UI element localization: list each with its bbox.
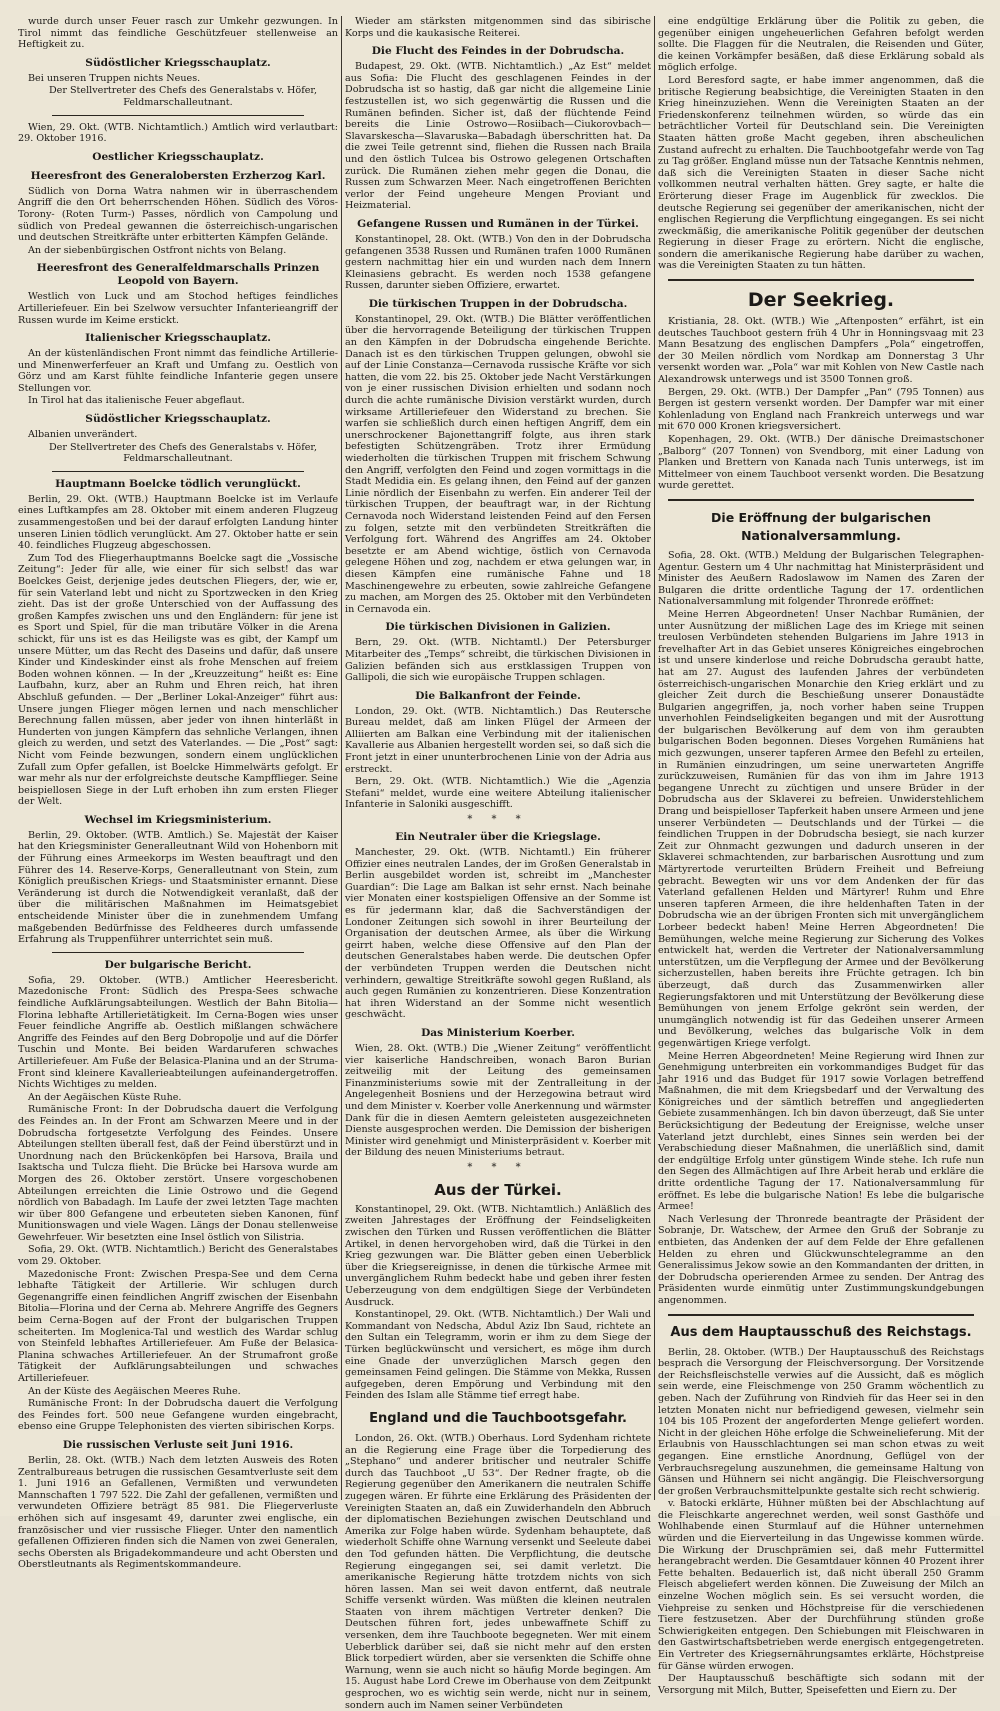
- article-text: Konstantinopel, 28. Okt. (WTB.) Von den in der Dobrudscha gefangenen 3538 Russen und Rumänen trafen 1000 Rumänen gestern nachmittag hier ein und wurden nach dem Innern Kleinasiens gebracht. Es werden noch 1538 gefangene Russen, darunter sieben Offiziere, erwartet.: [345, 233, 651, 292]
- article-headline: Die russischen Verluste seit Juni 1916.: [62, 1438, 294, 1451]
- article-text: Rumänische Front: In der Dobrudscha dauert die Verfolgung des Feindes fort. 500 neue Gefangene wurden eingebracht, ebenso eine Gruppe Telephonisten des vierten sibirischen Korps.: [18, 1398, 338, 1433]
- article-text: Meine Herren Abgeordneten! Unser Nachbar Rumänien, der unter Ausnützung der mißlichen Lage des im Kriege mit seinen treulosen Verbündeten stehenden Bulgariens im Jahre 1913 in frevelhafter Art in das Gebiet unseres Königreiches eingebrochen ist und unsere kinderlose und reiche Dobrudscha geraubt hatte, hat am 27. August des laufenden Jahres der verbündeten österreichisch-ungarischen Monarchie den Krieg erklärt und zu gleicher Zeit durch die Beschießung unserer Donaustädte Bulgarien angegriffen, ja, noch vorher haben seine Truppen unverhohlen Feindseligkeiten begangen und mit der Ausrottung der bulgarischen Bevölkerung auf dem von ihm geraubten bulgarischen Boden begonnen. Dieses Vorgehen Rumäniens hat mich gezwungen, unserer tapferen Armee den Befehl zu erteilen, in Rumänien einzudringen, um seine unerwarteten Angriffe zurückzuweisen, Rumänien für das von ihm im Jahre 1913 begangene Unrecht zu züchtigen und unsere Brüder in der Dobrudscha aus der Sklaverei zu befreien. Unwiderstehlichem Drang und beispielloser Tapferkeit haben unsere Armeen und jene unserer Verbündeten — Deutschlands und der Türkei — die feindlichen Truppen in der Dobrudscha besiegt, sie nach kurzer Zeit zur Ohnmacht gezwungen und dadurch unseren in der Sklaverei schmachtenden, zur barbarischen Ausrottung und zum Märtyrertode verurteilten Brüdern Freiheit und Befreiung gebracht. Bewegten wir uns vor dem Andenken der für das Vaterland gefallenen Helden und Märtyrer! Ruhm und Ehre unseren tapferen Armeen, die ihre heldenhaften Taten in der Dobrudscha wie an der übrigen Fronten sich mit unvergänglichem Lorbeer bedeckt haben! Meine Herren Abgeordneten! Die Bemühungen, welche meine Regierung zur Sicherung des Volkes entwickelt hat, werden die Vertreter der Nationalversammlung unterstützen, um die Verpflegung der Armee und der Bevölkerung sicherzustellen, haben bereits ihre Früchte getragen. Ich bin überzeugt, daß durch das Zusammenwirken aller Regierungsfaktoren und mit Unterstützung der Bevölkerung diese Bemühungen von jenem Erfolge gekrönt sein werden, der unumgänglich notwendig ist für das Gedeihen unserer Armeen und Bevölkerung, welches das bulgarische Volk in dem gegenwärtigen Kriege verfolgt.: [658, 608, 984, 1049]
- section-title: Der Seekrieg.: [747, 289, 895, 312]
- article-text: Konstantinopel, 29. Okt. (WTB.) Die Blätter veröffentlichen über die hervorragende Beteiligung der türkischen Truppen an den Kämpfen in der Dobrudscha eingehende Berichte. Danach ist es den türkischen Truppen gelungen, obwohl sie auf der Linie Constanza—Cernavoda russische Kräfte vor sich hatten, die vom 22. bis 25. Oktober jede Nacht Verstärkungen von je einer russischen Division erhielten und sodann noch durch die achte rumänische Division verstärkt wurden, durch wirksame Artilleriefeuer den Widerstand zu brechen. Sie warfen sie schließlich durch einen heftigen Angriff, dem ein unerschrockener Bajonettangriff folgte, aus ihren stark befestigten Schützengräben. Trotz ihrer Ermüdung wiederholten die türkischen Truppen mit frischem Schwung den Angriff, verfolgten den Feind und zogen vormittags in die Stadt Medidia ein. Es gelang ihnen, den Feind auf der ganzen Linie nördlich der Eisenbahn zu werfen. Ein anderer Teil der türkischen Truppen, der beauftragt war, in der Richtung Cernavoda noch Widerstand leistenden Feind auf den Fersen zu folgen, setzte mit den verbündeten Streitkräften die Verfolgung fort. Während des Angriffes am 24. Oktober besetzte er am Abend wichtige, östlich von Cernavoda gelegene Höhen und zog, nachdem er etwa gelungen war, in diesen Kämpfen eine rumänische Fahne und 18 Maschinengewehre zu erbeuten, sowie zahlreiche Gefangene zu machen, am Morgen des 25. Oktober mit den Verbündeten in Cernavoda ein.: [345, 313, 651, 615]
- article-headline: Der bulgarische Bericht.: [104, 958, 252, 971]
- article-text: Rumänische Front: In der Dobrudscha dauert die Verfolgung des Feindes an. In der Front am Schwarzen Meere und in der Dobrudscha fortgesetzte Verfolgung des Feindes. Unsere Abteilungen stellten überall fest, daß der Feind überstürzt und in Unordnung nach den Brückenköpfen bei Harsova, Braila und Isaktscha und Tulcza flieht. Die Brücke bei Harsova wurde am Morgen des 26. Oktober zerstört. Unsere vorgeschobenen Abteilungen erreichten die Linie Ostrowo und die Gegend nördlich von Babadagh. Im Laufe der zwei letzten Tage machten wir über 800 Gefangene und erbeuteten sieben Kanonen, fünf Munitionswagen und viele Wagen. Längs der Donau stellenweise Gewehrfeuer. Wir besetzten eine Insel östlich von Silistria.: [18, 1104, 338, 1243]
- article-headline: Die türkischen Truppen in der Dobrudscha.: [368, 297, 628, 310]
- article-text: Konstantinopel, 29. Okt. (WTB. Nichtamtlich.) Anläßlich des zweiten Jahrestages der Eröffnung der Feindseligkeiten zwischen den Türken und Russen veröffentlichen die Blätter Artikel, in denen hervorgehoben wird, daß die Türkei in den Krieg gezwungen war. Die Blätter geben einen Ueberblick über die Kriegsereignisse, in denen die türkische Armee mit unvergänglichem Ruhm bedeckt habe und geben ihrer festen Ueberzeugung von dem endgültigen Siege der Verbündeten Ausdruck.: [345, 1203, 651, 1308]
- section-heading: Heeresfront des Generalfeldmarschalls Prinzen Leopold von Bayern.: [36, 262, 320, 288]
- separator-stars: * * *: [467, 1161, 529, 1173]
- article-text: Bei unseren Truppen nichts Neues.: [28, 72, 201, 84]
- column-rule: [341, 16, 342, 1500]
- article-text: v. Batocki erklärte, Hühner müßten bei der Abschlachtung auf die Fleischkarte angerechnet werden, weil sonst Gasthöfe und Wohlhabende einen Sturmlauf auf die Hühner unternehmen würden und die Eierverteilung in das Ungewisse kommen würde. Die Wirkung der Druschprämien sei, daß mehr Futtermittel herangebracht werden. Die Gesamtdauer können 40 Prozent ihrer Fette behalten. Bedauerlich ist, daß nicht überall 250 Gramm Fleisch abgeliefert werden können. Die Zuweisung der Milch an einzelne Wochen möglich sein. Es sei versucht worden, die Viehpreise zu senken und Höchstpreise für die verschiedenen Tiere festzusetzen. Aber der Durchführung stünden große Schwierigkeiten entgegen. Den Schiebungen mit Fleischwaren in den Gastwirtschaftsbetrieben werde energisch entgegengetreten. Ein Vertreter des Kriegsernährungsamtes erklärte, Höchstpreise für Gänse würden erwogen.: [658, 1498, 984, 1672]
- signature: Der Stellvertreter des Chefs des Generalstabs v. Höfer, Feldmarschalleutnant.: [48, 85, 318, 108]
- article-headline: Das Ministerium Koerber.: [421, 1026, 575, 1039]
- article-text: Bergen, 29. Okt. (WTB.) Der Dampfer „Pan“ (795 Tonnen) aus Bergen ist gestern versenkt worden. Der Dampfer war mit einer Kohlenladung von England nach Frankreich unterwegs und war mit 670 000 Kronen kriegsversichert.: [658, 386, 984, 433]
- article-headline: Die türkischen Divisionen in Galizien.: [385, 621, 611, 634]
- article-text: Westlich von Luck und am Stochod heftiges feindliches Artilleriefeuer. Ein bei Szelwow versuchter Infanterieangriff der Russen wurde im Keime erstickt.: [18, 291, 338, 326]
- section-title: Die Eröffnung der bulgarischen Nationalversammlung.: [711, 509, 931, 543]
- article-text: Meine Herren Abgeordneten! Meine Regierung wird Ihnen zur Genehmigung unterbreiten ein vorkommandiges Budget für das Jahr 1916 und das Budget für 1917 sowie Vorlagen betreffend Maßnahmen, die mit dem Kriegsbedarf und der Verwaltung des Königreiches und der sämtlich betreffen und angegliederten Gebiete zusammenhängen. Ich bin davon überzeugt, daß Sie unter Berücksichtigung der Bedeutung der Ereignisse, welche unser Vaterland jetzt durchlebt, eines Sinnes sein werden bei der Verabschiedung dieser Maßnahmen, die unerläßlich sind, damit der endgültige Erfolg unter günstigem Winde stehe. Ich rufe nun den Segen des Allmächtigen auf Ihre Arbeit herab und erkläre die dritte ordentliche Tagung der 17. Nationalversammlung für eröffnet. Es lebe die bulgarische Nation! Es lebe die bulgarische Armee!: [658, 1050, 984, 1213]
- article-text: Bern, 29. Okt. (WTB. Nichtamtl.) Der Petersburger Mitarbeiter des „Temps“ schreibt, die türkischen Divisionen in Galizien befänden sich aus erstklassigen Truppen von Gallipoli, die sich wie europäische Truppen schlagen.: [345, 637, 651, 684]
- article-text: London, 26. Okt. (WTB.) Oberhaus. Lord Sydenham richtete an die Regierung eine Frage über die Torpedierung des „Stephano“ und anderer britischer und neutraler Schiffe durch das Tauchboot „U 53“. Der Redner fragte, ob die Regierung gegenüber den Amerikanern die neutralen Schiffe zugegen wären. Er führte eine Erklärung des Präsidenten der Vereinigten Staaten an, daß ein Zuwiderhandeln den Abbruch der diplomatischen Beziehungen zwischen Deutschland und Amerika zur Folge haben würde. Sydenham behauptete, daß wiederholt Schiffe ohne Warnung versenkt und Seeleute dabei den Tod gefunden hätten. Die Verpflichtung, die deutsche Regierung eingegangen sei, sei damit verletzt. Die amerikanische Regierung hätte trotzdem nichts von sich hören lassen. Man sei weit davon entfernt, daß neutrale Schiffe versenkt würden. Was müßten die kleinen neutralen Staaten von ihrem mächtigen Vertreter denken? Die Deutschen führen fort, jedes unbewaffnete Schiff zu versenken, dem ihre Tauchboote begegneten. Wer mit einem Ueberblick darüber sei, daß sie nicht mehr auf den ersten Blick torpediert würden, aber sie versenkten die Schiffe ohne Warnung, wenn sie auch nicht so häufig Morde begingen. Am 15. August habe Lord Crewe im Oberhause von dem Zeitpunkt gesprochen, wo es wichtig sein werde, nicht nur in seinem, sondern auch im Namen seiner Verbündeten: [345, 1432, 651, 1711]
- article-headline: Wechsel im Kriegsministerium.: [84, 813, 272, 826]
- article-text: Bern, 29. Okt. (WTB. Nichtamtlich.) Wie die „Agenzia Stefani“ meldet, wurde eine weitere Abteilung italienischer Infanterie in Saloniki ausgeschifft.: [345, 776, 651, 811]
- article-text: An der Aegäischen Küste Ruhe.: [28, 1091, 182, 1103]
- article-text: wurde durch unser Feuer rasch zur Umkehr gezwungen. In Tirol nimmt das feindliche Geschützfeuer stellenweise an Heftigkeit zu.: [18, 16, 338, 51]
- column-left: [18, 16, 338, 1571]
- article-text: Lord Beresford sagte, er habe immer angenommen, daß die britische Regierung beabsichtige, die Vereinigten Staaten in den Krieg hineinzuziehen. Wenn die Vereinigten Staaten an der Friedenskonferenz teilnehmen würden, so würde das ein beträchtlicher Vorteil für Deutschland sein. Die Vereinigten Staaten hätten große Macht gegeben, ihren abscheulichen Zustand aufrecht zu erhalten. Die Tauchbootgefahr werde von Tag zu Tag größer. England müsse nun der Tatsache Kenntnis nehmen, daß sich die Vereinigten Staaten in dieser Sache nicht vollkommen neutral verhalten hätten. Grey sagte, er halte die Erörterung dieser Frage im Augenblick für zwecklos. Die deutsche Regierung sei gegenüber der amerikanischen, nicht der englischen Regierung die Verpflichtung eingegangen. Es sei nicht zweckmäßig, die amerikanische Politik gegenüber der deutschen Regierung in dieser Frage zu erörtern. Nicht die englische, sondern die amerikanische Regierung habe darüber zu wachen, was die Vereinigten Staaten zu tun hätten.: [658, 74, 984, 272]
- article-text: Kristiania, 28. Okt. (WTB.) Wie „Aftenposten“ erfährt, ist ein deutsches Tauchboot gestern früh 4 Uhr in Honningsvaag mit 23 Mann Besatzung des englischen Dampfers „Pola“ eingetroffen, der 30 Meilen nördlich vom Nordkap am Donnerstag 3 Uhr versenkt worden war. „Pola“ war mit Kohlen von New Castle nach Alexandrowsk unterwegs und ist 3500 Tonnen groß.: [658, 316, 984, 386]
- article-text: An der siebenbürgischen Ostfront nichts von Belang.: [28, 244, 287, 256]
- section-title: England und die Tauchbootsgefahr.: [369, 1410, 627, 1426]
- article-text: An der küstenländischen Front nimmt das feindliche Artillerie- und Minenwerferfeuer an Kraft und Umfang zu. Oestlich von Görz und am Karst fühlte feindliche Infanterie gegen unsere Stellungen vor.: [18, 348, 338, 394]
- article-text: Kopenhagen, 29. Okt. (WTB.) Der dänische Dreimastschoner „Balborg“ (207 Tonnen) von Svendborg, mit einer Ladung von Planken und Brettern von Kanada nach Tunis unterwegs, ist im Mittelmeer von einem Tauchboot versenkt worden. Die Besatzung wurde gerettet.: [658, 434, 984, 492]
- section-heading: Oestlicher Kriegsschauplatz.: [92, 150, 264, 163]
- article-text: Budapest, 29. Okt. (WTB. Nichtamtlich.) „Az Est“ meldet aus Sofia: Die Flucht des geschlagenen Feindes in der Dobrudscha ist so hastig, daß gar nicht die allgemeine Linie festzustellen ist, wo sich gegenwärtig die Russen und die Rumänen befinden. Sicher ist, daß der flüchtende Feind bereits die Linie Ostrowo—Rosiibach—Ciukorovbach—Slavarskescha—Slavaruska—Babadagh überschritten hat. Da die zwei Teile getrennt sind, fliehen die Russen nach Braila und den östlich Tulcea bis Ostrowo gelegenen Ortschaften zurück. Die Rumänen ziehen mehr gegen die Donau, die Russen zum Schwarzen Meer. Nach eingetroffenen Berichten verlor der Feind ungeheure Mengen Proviant und Heizmaterial.: [345, 61, 651, 212]
- article-text: Wien, 28. Okt. (WTB.) Die „Wiener Zeitung“ veröffentlicht vier kaiserliche Handschreiben, wonach Baron Burian zeitweilig mit der Leitung des gemeinsamen Finanzministeriums sowie mit der Zentralleitung in der Angelegenheit Bosniens und der Herzegowina betraut wird und dem Minister v. Koerber volle Anerkennung und wärmster Dank für die in diesen Aemtern geleisteten ausgezeichneten Dienste ausgesprochen werden. Die Demission der bisherigen Minister wird genehmigt und Ministerpräsident v. Koerber mit der Bildung des neuen Ministeriums betraut.: [345, 1042, 651, 1159]
- section-title: Aus der Türkei.: [434, 1180, 562, 1199]
- section-heading: Italienischer Kriegsschauplatz.: [85, 332, 271, 345]
- divider: [668, 1314, 974, 1316]
- signature: Der Stellvertreter des Chefs des Generalstabs v. Höfer, Feldmarschalleutnant.: [48, 441, 318, 465]
- article-headline: Die Flucht des Feindes in der Dobrudscha.: [371, 45, 625, 58]
- column-middle: [345, 16, 651, 1711]
- divider: [52, 115, 304, 116]
- article-text: Berlin, 28. Oktober. (WTB.) Der Hauptausschuß des Reichstags besprach die Versorgung der Fleischversorgung. Der Vorsitzende der Reichsfleischstelle verwies auf die Aussicht, daß es möglich sein werde, eine Fleischmenge von 250 Gramm wöchentlich zu geben. Nach der Zuführung von Rindvieh für das Heer sei in den letzten Monaten nicht nur befriedigend gewesen, vielmehr sein 104 bis 105 Prozent der angeforderten Menge geliefert worden. Nicht in der gleichen Höhe erfolge die Schweinelieferung. Mit der Erlaubnis von Hausschlachtungen sei man schon etwas zu weit gegangen. Eine ernstliche Anordnung, Geflügel von der Verbrauchsregelung auszunehmen, die gemeinsame Haltung von Gänsen und Hühnern sei nicht angängig. Die Fleischversorgung der großen Verbrauchsmittelpunkte gestalte sich recht schwierig.: [658, 1346, 984, 1497]
- section-heading: Heeresfront des Generalobersten Erzherzog Karl.: [30, 169, 326, 182]
- divider: [52, 952, 304, 953]
- article-text: Berlin, 28. Okt. (WTB.) Nach dem letzten Ausweis des Roten Zentralbureaus betrugen die russischen Gesamtverluste seit dem 1. Juni 1916 an Gefallenen, Vermißten und verwundeten Mannschaften 1 797 522. Die Zahl der gefallenen, vermißten und verwundeten Offiziere beträgt 85 981. Die Fliegerverluste erhöhen sich auf insgesamt 49, darunter zwei englische, ein französischer und vier russische Flieger. Unter den namentlich gefallenen Offizieren finden sich die Namen von zwei Generalen, sechs Obersten als Brigadekommandeure und acht Obersten und Oberstleutnants als Regimentskommandeure.: [18, 1454, 338, 1571]
- article-text: London, 29. Okt. (WTB. Nichtamtlich.) Das Reutersche Bureau meldet, daß am linken Flügel der Armeen der Alliierten am Balkan eine Verbindung mit der italienischen Kavallerie aus Albanien hergestellt worden sei, so daß sich die Front jetzt in einer ununterbrochenen Linie von der Adria aus erstreckt.: [345, 705, 651, 775]
- article-text: Sofia, 28. Okt. (WTB.) Meldung der Bulgarischen Telegraphen-Agentur. Gestern um 4 Uhr nachmittag hat Ministerpräsident und Minister des Aeußern Radoslawow im Namen des Zaren der Bulgaren die dritte ordentliche Tagung der 17. ordentlichen Nationalversammlung mit folgender Thronrede eröffnet:: [658, 549, 984, 608]
- article-text: Manchester, 29. Okt. (WTB. Nichtamtl.) Ein früherer Offizier eines neutralen Landes, der im Großen Generalstab in Berlin ausgebildet worden ist, schreibt im „Manchester Guardian“: Die Lage am Balkan ist sehr ernst. Nach beinahe vier Monaten einer kostspieligen Offensive an der Somme ist es für jedermann klar, daß die Sachverständigen der Londoner Zeitungen sich sowohl in ihrer Beurteilung der Organisation der deutschen Armee, als über die Wirkung geirrt haben, welche diese Offensive auf den Plan der deutschen Generalstabes haben werde. Die deutschen Opfer der verbündeten Truppen werden die Deutschen nicht verhindern, gewaltige Streitkräfte sowohl gegen Rußland, als auch gegen Rumänien zu konzentrieren. Diese Konzentration hat ihren Widerstand an der Somme nicht wesentlich geschwächt.: [345, 847, 651, 1021]
- article-text: Sofia, 29. Oktober. (WTB.) Amtlicher Heeresbericht. Mazedonische Front: Südlich des Prespa-Sees schwache feindliche Aufklärungsabteilungen. Westlich der Bahn Bitolia—Florina lebhafte Artillerietätigkeit. Im Cerna-Bogen wies unser Feuer feindliche Angriffe ab. Oestlich mißlangen schwächere Angriffe des Feindes auf den Berg Dobropolje und auf die Dörfer Tuschin und Monte. Bei beiden Wardaruferen schwaches Artilleriefeuer. Am Fuße der Belasica-Planina und an der Struma-Front sind kleinere Kavallerieabteilungen aufeinandergetroffen. Nichts Wichtiges zu melden.: [18, 974, 338, 1091]
- article-text: Berlin, 29. Oktober. (WTB. Amtlich.) Se. Majestät der Kaiser hat den Kriegsminister Generalleutnant Wild von Hohenborn mit der Führung eines Armeekorps im Westen beauftragt und den Führer des 14. Reserve-Korps, Generalleutnant von Stein, zum Königlich preußischen Kriegs- und Staatsminister ernannt. Diese Veränderung ist durch die Notwendigkeit veranlaßt, daß der über die militärischen Maßnahmen im Heimatsgebiet entscheidende Minister über die in zunehmendem Umfang maßgebenden Bedürfnisse des Feldheeres durch umfassende Erfahrung als Truppenführer unterrichtet sein muß.: [18, 829, 338, 946]
- article-text: Nach Verlesung der Thronrede beantragte der Präsident der Sobranje, Dr. Watschew, der Armee den Gruß der Sobranje zu entbieten, das Andenken der auf dem Felde der Ehre gefallenen Helden zu ehren und Glückwunschtelegramme an den Generalissimus Jekow sowie an den Kommandanten der dritten, in der Dobrudscha operierenden Armee zu senden. Der Antrag des Präsidenten wurde einmütig unter Zustimmungskundgebungen angenommen.: [658, 1213, 984, 1306]
- article-headline: Ein Neutraler über die Kriegslage.: [395, 831, 601, 844]
- separator-stars: * * *: [467, 814, 529, 826]
- article-text: Südlich von Dorna Watra nahmen wir in überraschendem Angriff die den Ort beherrschenden Höhen. Südlich des Vöros-Torony- (Roten Turm-) Passes, nördlich von Campolung und südlich von Predeal gewannen die österreichisch-ungarischen und deutschen Streitkräfte unter erbitterten Kämpfen Gelände.: [18, 185, 338, 244]
- column-rule: [654, 16, 655, 1500]
- column-right: [658, 16, 984, 1696]
- divider: [668, 499, 974, 501]
- article-headline: Die Balkanfront der Feinde.: [415, 689, 581, 702]
- article-text: In Tirol hat das italienische Feuer abgeflaut.: [28, 395, 245, 407]
- article-text: eine endgültige Erklärung über die Politik zu geben, die gegenüber einigen ungeheuerlichen Gefahren befolgt werden sollte. Die Flaggen für die Neutralen, die Reisenden und Güter, die keinen Vorkämpfer besäßen, daß diese Erklärung sobald als möglich erfolge.: [658, 16, 984, 74]
- article-text: Zum Tod des Fliegerhauptmanns Boelcke sagt die „Vossische Zeitung“: Jeder für alle, wie einer für sich selbst! das war Boelckes Geist, derjenige jedes deutschen Fliegers, der, wie er, für sein Vaterland lebt und nicht zu Sportzwecken in den Krieg zieht. Das ist der große Unterschied von der Auffassung des großen Kampfes zwischen uns und den Engländern: für jene ist es Sport und Spiel, für die man tributäre Völker in die Arena schickt, für uns ist es das Heiligste was es gibt, der Kampf um unsere Mütter, um das Recht des Daseins und dafür, daß unsere Kinder und Kindeskinder einst als frohe Menschen auf freiem Boden wohnen können. — In der „Kreuzzeitung“ heißt es: Eine Laufbahn, kurz, aber an Ruhm und Ehren reich, hat ihren Abschluß gefunden. — Der „Berliner Lokal-Anzeiger“ führt aus: Unsere jungen Flieger mögen lernen und nach menschlicher Berechnung fallen müssen, aber jeder von ihnen hinterläßt in Hunderten von jungen Kämpfern das sehnliche Verlangen, ihnen gleich zu werden, und setzt des Vaterlandes. — Die „Post“ sagt: Nicht vom Feinde bezwungen, sondern einem unglücklichen Zufall zum Opfer gefallen, ist Boelcke Himmelwärts gefolgt. Er war mehr als nur der erfolgreichste deutsche Kampfflieger. Seine beispiellosen Siege in der Luft erhoben ihn zum ersten Flieger der Welt.: [18, 552, 338, 808]
- article-text: Sofia, 29. Okt. (WTB. Nichtamtlich.) Bericht des Generalstabes vom 29. Oktober.: [18, 1244, 338, 1268]
- section-heading: Südöstlicher Kriegsschauplatz.: [85, 56, 271, 69]
- article-text: Albanien unverändert.: [28, 429, 138, 441]
- article-text: An der Küste des Aegäischen Meeres Ruhe.: [28, 1385, 241, 1397]
- article-text: Mazedonische Front: Zwischen Prespa-See und dem Cerna lebhafte Tätigkeit der Artillerie. Wir schlugen durch Gegenangriffe einen feindlichen Angriff zwischen der Eisenbahn Bitolia—Florina und der Cerna ab. Mehrere Angriffe des Gegners beim Cerna-Bogen auf der Front der bulgarischen Truppen scheiterten. Im Moglenica-Tal und westlich des Wardar schlug von Steinfeld lebhaftes Artilleriefeuer. Am Fuße der Belasica-Planina schwaches Artilleriefeuer. An der Strumafront große Tätigkeit der Aufklärungsabteilungen und schwaches Artilleriefeuer.: [18, 1268, 338, 1384]
- dateline: Wien, 29. Okt. (WTB. Nichtamtlich.) Amtlich wird verlautbart: 29. Oktober 1916.: [18, 121, 338, 145]
- article-text: Berlin, 29. Okt. (WTB.) Hauptmann Boelcke ist im Verlaufe eines Luftkampfes am 28. Oktober mit einem anderen Flugzeug zusammengestoßen und bei der darauf erfolgten Landung hinter unseren Linien tödlich verunglückt. Am 27. Oktober hatte er sein 40. feindliches Flugzeug abgeschossen.: [18, 493, 338, 552]
- article-text: Wieder am stärksten mitgenommen sind das sibirische Korps und die kaukasische Reiterei.: [345, 16, 651, 39]
- article-text: Konstantinopel, 29. Okt. (WTB. Nichtamtlich.) Der Wali und Kommandant von Nedscha, Abdul Aziz Ibn Saud, richtete an den Sultan ein Telegramm, worin er ihm zu dem Siege der Türken beglückwünscht und versichert, es möge ihm durch eine Gnade der unverzüglichen Marsch gegen den gemeinsamen Feind gelingen. Die Stämme von Mekka, Russen aufgegeben, deren Empörung und Verbindung mit den Feinden des Islam alle Stämme tief erregt habe.: [345, 1309, 651, 1402]
- section-title: Aus dem Hauptausschuß des Reichstags.: [670, 1324, 972, 1340]
- section-heading: Südöstlicher Kriegsschauplatz.: [85, 413, 271, 426]
- divider: [52, 471, 304, 472]
- article-headline: Gefangene Russen und Rumänen in der Türkei.: [357, 217, 639, 230]
- article-text: Der Hauptausschuß beschäftigte sich sodann mit der Versorgung mit Milch, Butter, Speisefetten und Eiern zu. Der: [658, 1673, 984, 1696]
- article-headline: Hauptmann Boelcke tödlich verunglückt.: [55, 477, 301, 490]
- divider: [668, 279, 974, 281]
